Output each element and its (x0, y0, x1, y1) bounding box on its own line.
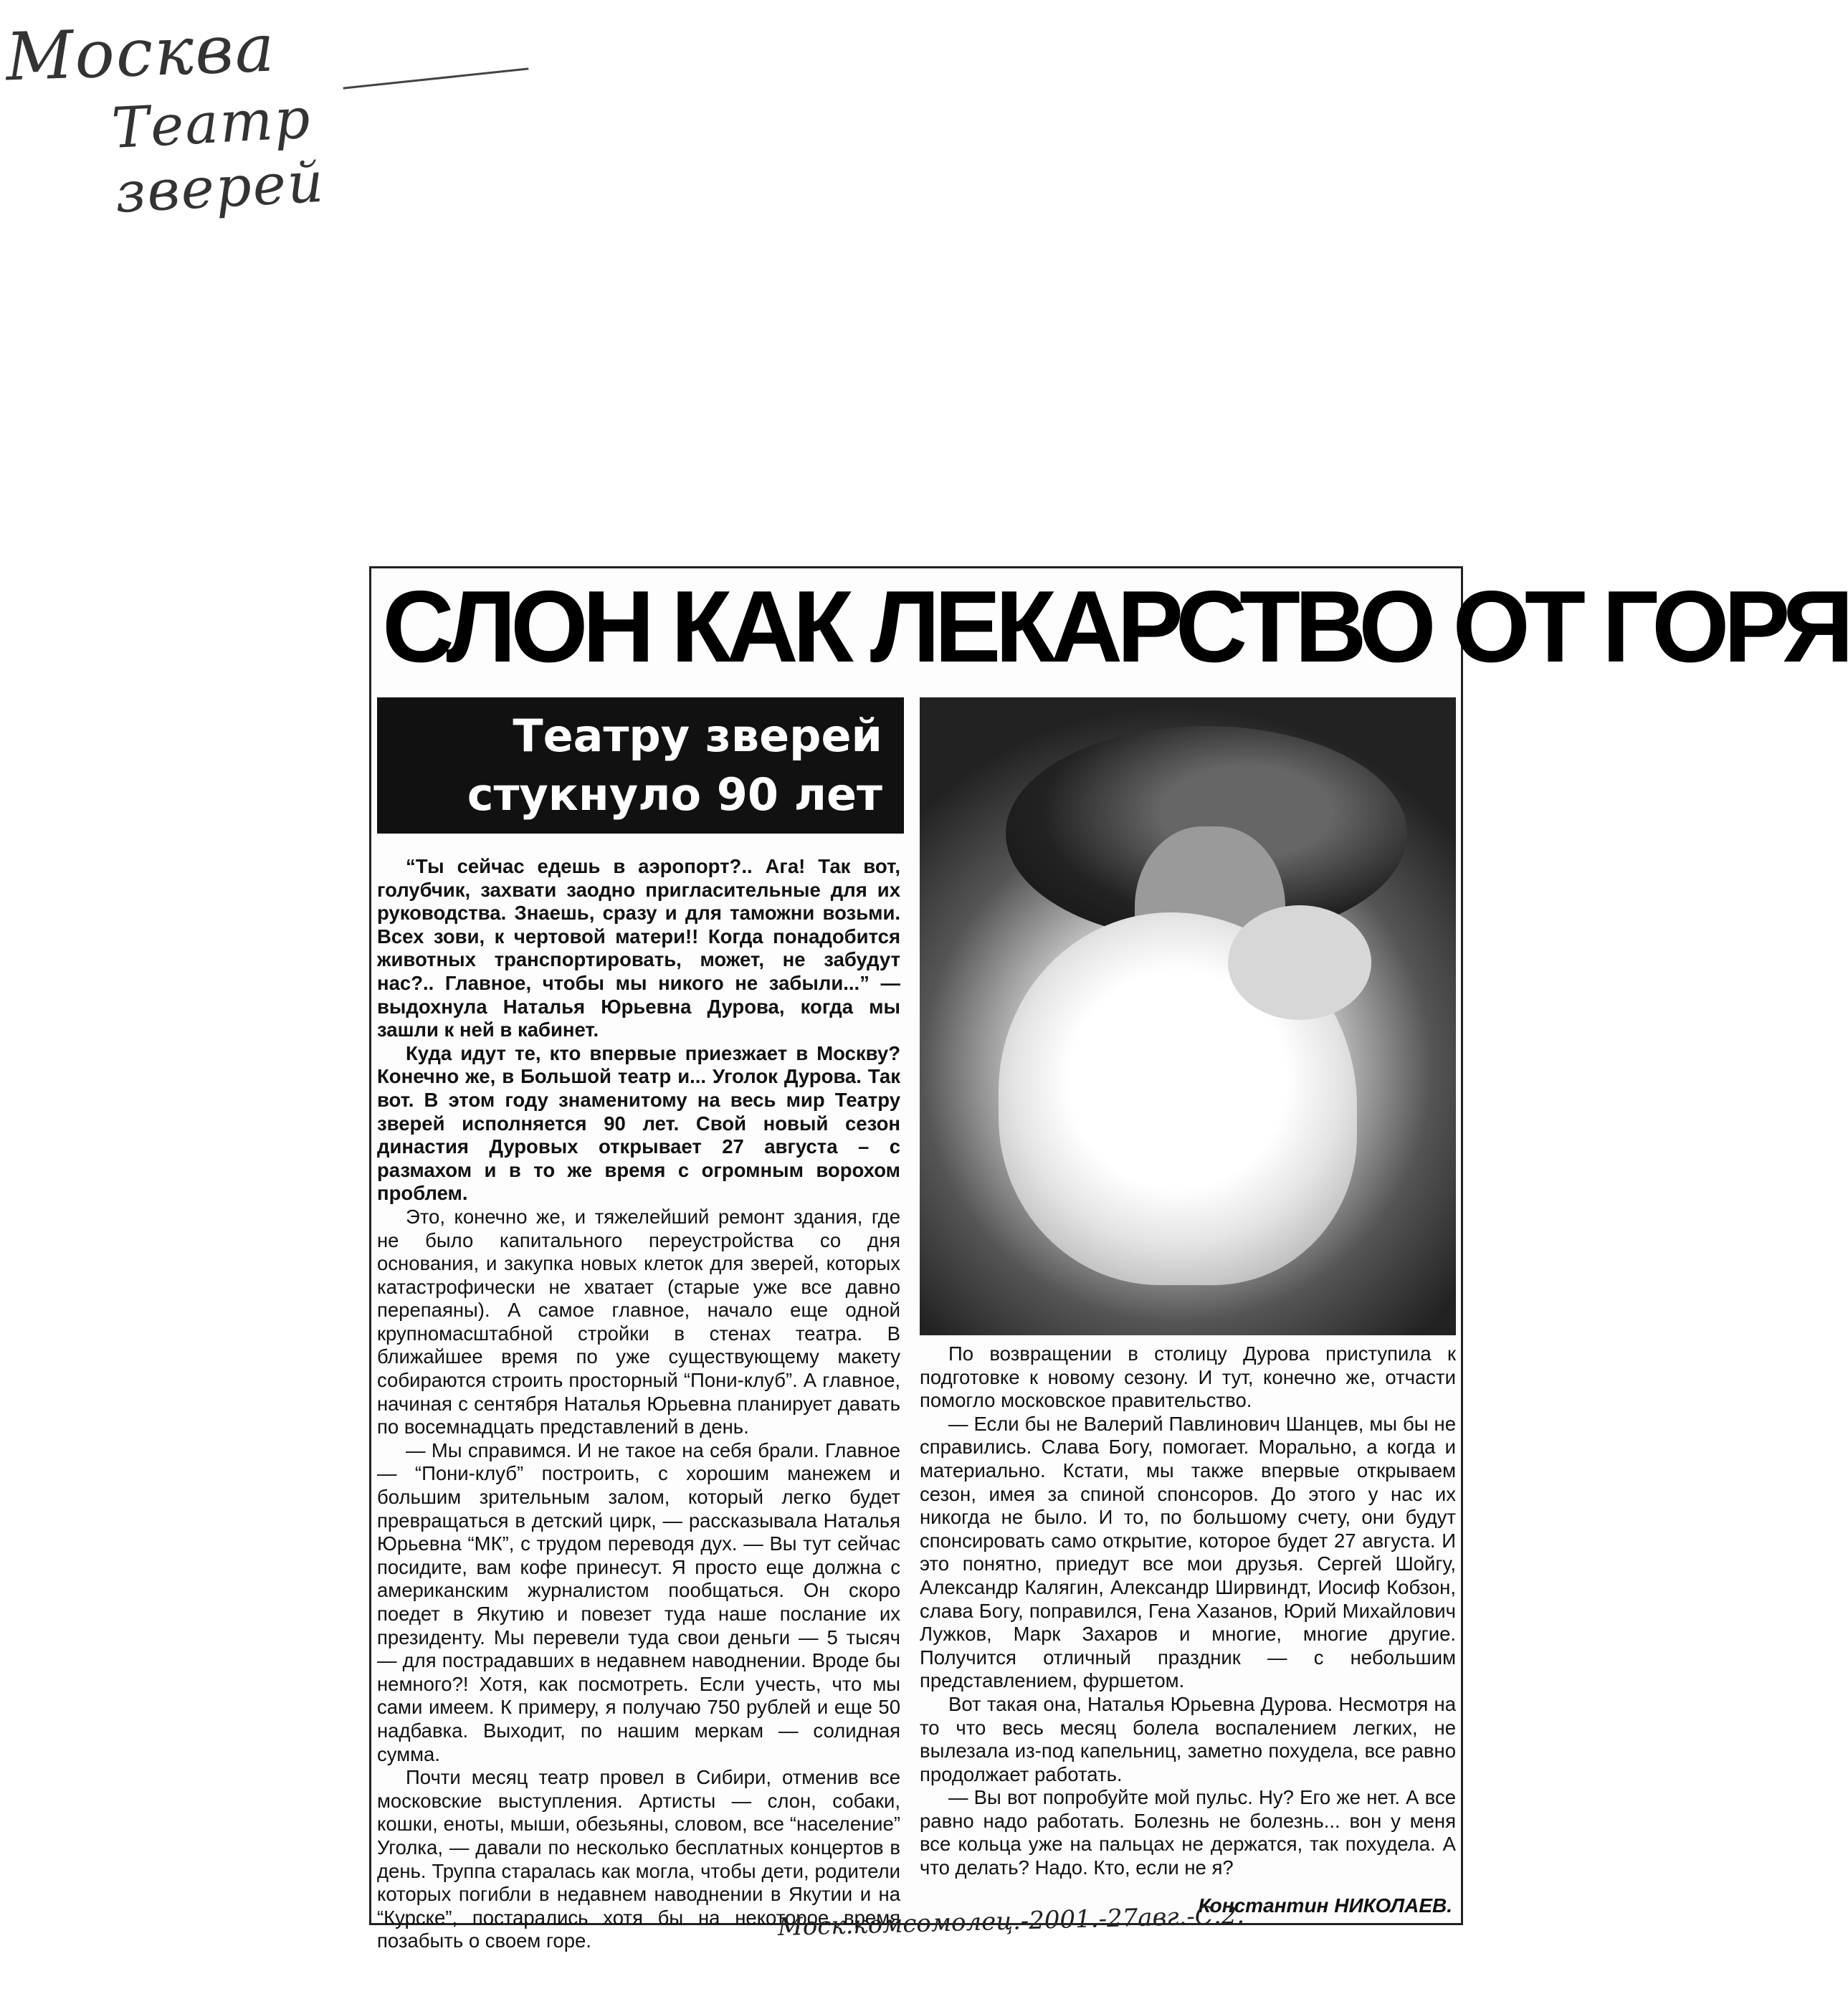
article-photo (920, 697, 1456, 1335)
paragraph: — Мы справимся. И не такое на себя брали. Главное — “Пони-клуб” построить, с хорошим манежем и большим зрительным залом, который легко будет превращаться в детский цирк, — рассказывала Наталья Юрьевна “МК”, с трудом переводя дух. — Вы тут сейчас посидите, вам кофе принесут. Я просто еще должна с американским журналистом пообщаться. Он скоро поедет в Якутию и повезет туда наше послание их президенту. Мы перевели туда свои деньги — 5 тысяч — для пострадавших в недавнем наводнении. Вроде бы немного?! Хотя, как посмотреть. Если учесть, что мы сами имеем. К примеру, я получаю 750 рублей и еще 50 надбавка. Выходит, по нашим меркам — солидная сумма. (377, 1438, 900, 1765)
paragraph: “Ты сейчас едешь в аэропорт?.. Ага! Так вот, голубчик, захвати заодно пригласительные для их руководства. Знаешь, сразу и для таможни возьми. Всех зови, к чертовой матери!! Когда понадобится животных транспортировать, может, не забудут нас?.. Главное, чтобы мы никого не забыли...” — выдохнула Наталья Юрьевна Дурова, когда мы зашли к ней в кабинет. (377, 855, 900, 1041)
paragraph: Это, конечно же, и тяжелейший ремонт здания, где не было капитального переустройства со дня основания, и закупка новых клеток для зверей, которых катастрофически не хватает (старые уже все давно перепаяны). А самое главное, начало еще одной крупномасштабной стройки в стенах театра. В ближайшее время по уже существующему макету собираются строить просторный “Пони-клуб”. А главное, начиная с сентября Наталья Юрьевна планирует давать по восемнадцать представлений в день. (377, 1205, 900, 1438)
kicker-line-1: Театру зверей (513, 710, 882, 762)
article-headline: СЛОН КАК ЛЕКАРСТВО ОТ ГОРЯ (382, 570, 1848, 684)
paragraph: — Если бы не Валерий Павлинович Шанцев, мы бы не справились. Слава Богу, помогает. Морально, а когда и материально. Кстати, мы также впервые открываем сезон, имея за спиной спонсоров. До этого у нас их никогда не было. И то, по большому счету, они будут спонсировать само открытие, которое будет 27 августа. И это понятно, приедут все мои друзья. Сергей Шойгу, Александр Калягин, Александр Ширвиндт, Иосиф Кобзон, слава Богу, поправился, Гена Хазанов, Юрий Михайлович Лужков, Марк Захаров и многие, многие другие. Получится отличный праздник — с небольшим представлением, фуршетом. (920, 1412, 1456, 1692)
paragraph: Куда идут те, кто впервые приезжает в Москву? Конечно же, в Большой театр и... Уголок Дурова. Так вот. В этом году знаменитому на весь мир Театру зверей исполняется 90 лет. Свой новый сезон династия Дуровых открывает 27 августа – с размахом и в то же время с огромным ворохом проблем. (377, 1041, 900, 1205)
article-column-1 (377, 855, 900, 1952)
handwritten-note (4, 9, 522, 226)
paragraph: Вот такая она, Наталья Юрьевна Дурова. Несмотря на то что весь месяц болела воспалением легких, не вылезала из-под капельниц, заметно похудела, все равно продолжает работать. (920, 1692, 1456, 1785)
handwritten-source-note: Моск.комсомолец.-2001.-27авг.-С.2. (777, 1901, 1245, 1942)
article-kicker (377, 697, 904, 834)
paragraph: — Вы вот попробуйте мой пульс. Ну? Его же нет. А все равно надо работать. Болезнь не болезнь... вон у меня все кольца уже на пальцах не держатся, так похудела. А что делать? Надо. Кто, если не я? (920, 1786, 1456, 1879)
handwritten-theatre: Театр зверей (110, 86, 327, 226)
kicker-line-2: стукнуло 90 лет (467, 768, 882, 821)
photo-hand-shape (1228, 905, 1371, 1020)
newspaper-clipping (369, 566, 1848, 1952)
paragraph: Почти месяц театр провел в Сибири, отменив все московские выступления. Артисты — слон, собаки, кошки, еноты, мыши, обезьяны, словом, все “население” Уголка, — давали по несколько бесплатных концертов в день. Труппа старалась как могла, чтобы дети, родители которых погибли в недавнем наводнении в Якутии и на “Курске”, постарались хотя бы на некоторое время позабыть о своем горе. (377, 1766, 900, 1952)
article-byline: Константин НИКОЛАЕВ. (1198, 1894, 1452, 1917)
paragraph: По возвращении в столицу Дурова приступила к подготовке к новому сезону. И тут, конечно же, отчасти помогло московское правительство. (920, 1342, 1456, 1412)
article-column-2 (920, 1342, 1456, 1887)
handwritten-city: Москва (4, 9, 277, 96)
